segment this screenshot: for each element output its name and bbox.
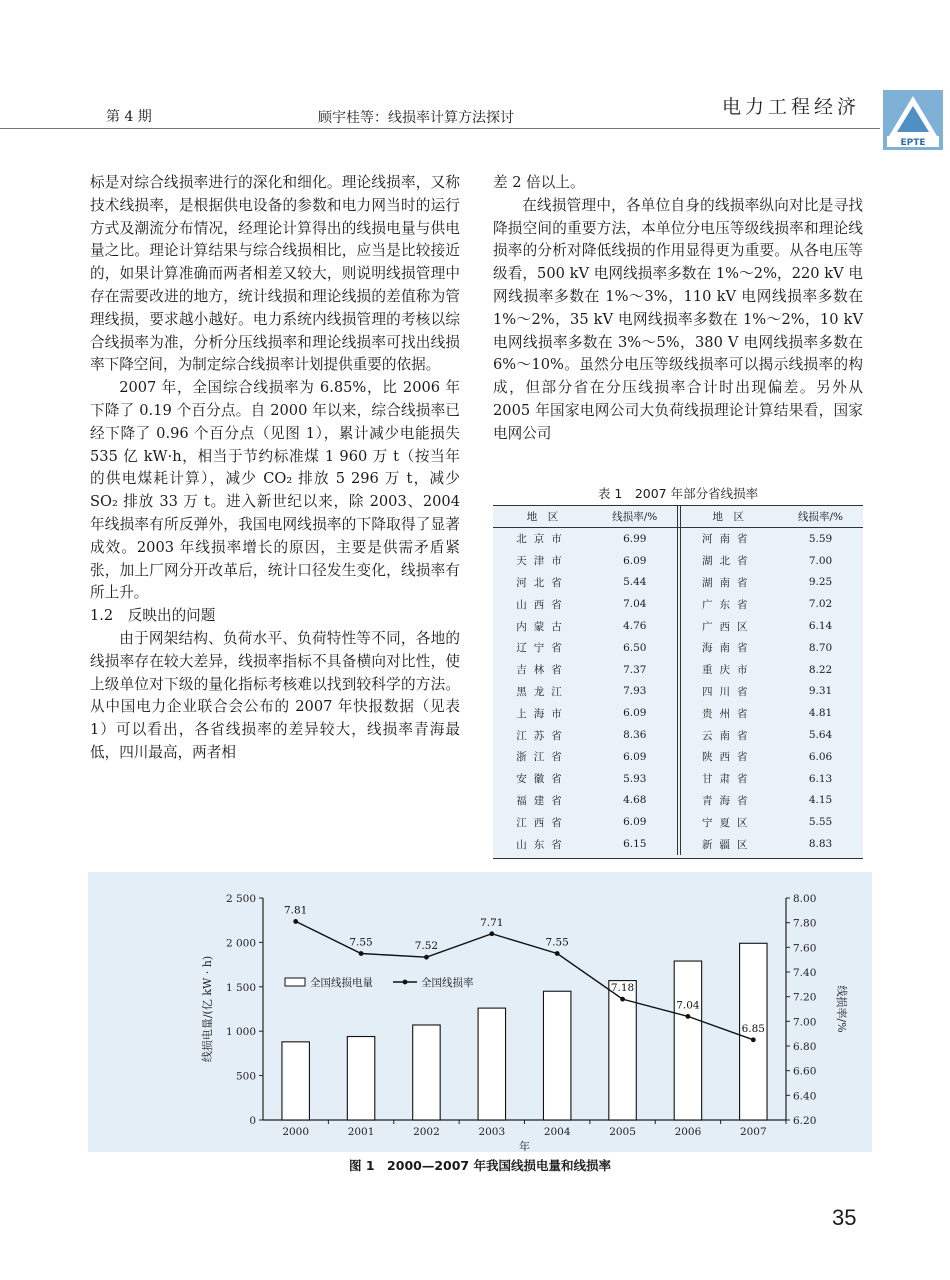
issue-number: 第 4 期: [106, 109, 152, 125]
table-cell-region: 山东省: [516, 838, 569, 851]
table-cell-rate: 6.09: [623, 707, 647, 720]
table-cell-region: 安徽省: [516, 773, 569, 786]
table-cell-rate: 6.06: [808, 750, 833, 763]
y2-tick-label: 7.60: [793, 942, 817, 955]
table-cell-region: 浙江省: [516, 751, 569, 764]
rate-point: [424, 955, 429, 960]
table-cell-rate: 6.99: [623, 532, 647, 545]
y2-tick-label: 6.60: [793, 1065, 817, 1078]
table-caption: 表 1 2007 年部分省线损率: [597, 486, 759, 501]
bar: [282, 1042, 309, 1120]
table-cell-rate: 8.70: [808, 641, 833, 654]
table-cell-rate: 7.02: [808, 598, 833, 611]
table-row: [493, 528, 863, 550]
table-cell-region: 江西省: [516, 816, 569, 829]
table-cell-rate: 4.15: [808, 794, 833, 807]
table-cell-rate: 7.93: [623, 685, 647, 698]
article-running-title: 顾宇桂等：线损率计算方法探讨: [318, 110, 514, 126]
rate-point: [751, 1037, 756, 1042]
y-tick-label: 1 000: [225, 1026, 256, 1039]
table-row: [493, 615, 863, 637]
legend-line-marker: [403, 980, 408, 985]
table-cell-rate: 6.09: [623, 816, 647, 829]
rate-point: [555, 951, 560, 956]
table-row: [493, 593, 863, 615]
left-column: [90, 172, 460, 765]
journal-logo-text: EPTE: [900, 138, 926, 148]
table-cell-region: 贵州省: [678, 702, 778, 724]
rate-point: [293, 919, 298, 924]
table-row: [493, 550, 863, 572]
loss-rate-table: [493, 505, 863, 859]
table-cell-rate: 5.64: [808, 729, 833, 742]
table-cell-region: 甘肃省: [678, 768, 778, 790]
y-tick-label: 2 000: [225, 937, 256, 950]
table-cell-region: 上海市: [516, 707, 569, 720]
rate-data-label: 7.04: [676, 999, 700, 1012]
table-cell-region: 云南省: [678, 724, 778, 746]
rate-data-label: 7.55: [545, 936, 569, 949]
y2-tick-label: 8.00: [793, 893, 817, 905]
bar: [674, 961, 701, 1120]
rate-data-label: 7.81: [283, 904, 308, 917]
table-row: [493, 702, 863, 724]
header-rule: [0, 128, 880, 129]
loss-chart: [88, 872, 872, 1152]
table-row: [493, 790, 863, 812]
rate-point: [686, 1014, 691, 1019]
table-cell-rate: 6.09: [623, 750, 647, 763]
table-row: [493, 811, 863, 833]
x-axis-title: 年: [519, 1140, 530, 1152]
table-cell-rate: 5.44: [623, 576, 647, 589]
y-axis-title: 线损电量/(亿 kW · h): [201, 955, 214, 1063]
table-header-rate: 线损率/%: [778, 506, 863, 528]
table-cell-rate: 7.37: [623, 663, 647, 676]
legend-bar-label: 全国线损电量: [310, 977, 373, 989]
x-tick-label: 2001: [347, 1126, 375, 1138]
y2-tick-label: 7.80: [793, 917, 817, 930]
table-cell-rate: 4.81: [808, 707, 833, 720]
left-paragraph-1: 标是对综合线损率进行的深化和细化。理论线损率，又称技术线损率，是根据供电设备的参数和电力网当时的运行方式及潮流分布情况，经理论计算得出的线损电量与供电量之比。理论计算结果与综合线损相比，应当是比较接近的，如果计算准确而两者相差又较大，则说明线损管理中存在需要改进的地方，统计线损和理论线损的差值称为管理线损，要求越小越好。电力系统内线损管理的考核以综合线损率为准，分析分压线损率和理论线损率可找出线损率下降空间，为制定综合线损率计划提供重要的依据。: [90, 174, 460, 374]
table-header-region: 地 区: [678, 506, 778, 528]
table-cell-rate: 7.04: [623, 598, 647, 611]
rate-data-label: 7.55: [349, 936, 373, 949]
y2-tick-label: 7.20: [793, 991, 817, 1004]
table-header-rate: 线损率/%: [592, 506, 678, 528]
table-cell-rate: 5.93: [623, 772, 647, 785]
table-cell-region: 吉林省: [516, 664, 569, 677]
table-cell-rate: 5.59: [808, 532, 833, 545]
table-cell-rate: 4.68: [623, 794, 647, 807]
y2-tick-label: 6.20: [793, 1115, 817, 1127]
table-cell-region: 河南省: [678, 528, 778, 550]
figure-caption: 图 1 2000—2007 年我国线损电量和线损率: [349, 1158, 611, 1173]
table-cell-rate: 6.15: [623, 838, 647, 851]
table-row: [493, 572, 863, 594]
table-cell-region: 黑龙江: [516, 685, 569, 698]
y-tick-label: 500: [235, 1070, 256, 1083]
left-paragraph-3: 由于网架结构、负荷水平、负荷特性等不同，各地的线损率存在较大差异，线损率指标不具备横向对比性，使上级单位对下级的量化指标考核难以找到较科学的方法。从中国电力企业联合会公布的 2007 年快报数据（见表 1）可以看出，各省线损率的差异较大，线损率青海最低，四川最高，两者相: [90, 629, 460, 761]
table-cell-rate: 8.83: [808, 838, 833, 851]
bar: [543, 991, 570, 1120]
journal-logo: [883, 90, 943, 150]
table-cell-rate: 9.31: [808, 685, 833, 698]
table-cell-region: 江苏省: [516, 729, 569, 742]
x-tick-label: 2004: [543, 1126, 571, 1138]
rate-data-label: 7.52: [414, 940, 439, 953]
table-cell-region: 重庆市: [678, 659, 778, 681]
y2-tick-label: 6.40: [793, 1090, 817, 1103]
table-cell-region: 广西区: [678, 615, 778, 637]
legend-bar-swatch: [285, 978, 305, 986]
table-row: [493, 681, 863, 703]
table-cell-region: 海南省: [678, 637, 778, 659]
x-tick-label: 2006: [674, 1126, 702, 1138]
table-row: [493, 724, 863, 746]
table-cell-region: 广东省: [678, 593, 778, 615]
right-column: [493, 172, 863, 446]
table-cell-rate: 8.36: [623, 729, 647, 742]
rate-point: [620, 997, 625, 1002]
table-cell-region: 湖北省: [678, 550, 778, 572]
right-paragraph-1: 差 2 倍以上。: [493, 174, 585, 191]
x-tick-label: 2000: [282, 1126, 310, 1138]
table-cell-rate: 6.09: [623, 554, 647, 567]
y2-tick-label: 7.40: [793, 967, 817, 979]
y-tick-label: 2 500: [225, 893, 256, 905]
y2-axis-title: 线损率/%: [835, 985, 848, 1033]
figure-chart-area: [88, 872, 872, 1182]
bar: [478, 1008, 505, 1120]
table-cell-region: 陕西省: [678, 746, 778, 768]
y-tick-label: 0: [249, 1115, 256, 1127]
x-tick-label: 2007: [739, 1126, 767, 1138]
table-cell-rate: 9.25: [808, 576, 833, 589]
x-tick-label: 2005: [609, 1126, 636, 1138]
table-cell-region: 山西省: [516, 598, 569, 611]
left-paragraph-2: 2007 年，全国综合线损率为 6.85%，比 2006 年下降了 0.19 个百分点。自 2000 年以来，综合线损率已经下降了 0.96 个百分点（见图 1），累计减少电能损失 535 亿 kW·h，相当于节约标准煤 1 960 万 t（按当年的供电煤耗计算），减少 CO₂ 排放 5 296 万 t，减少 SO₂ 排放 33 万 t。进入新世纪以来，除 2003、2004 年线损率有所反弹外，我国电网线损率的下降取得了显著成效。2003 年线损率增长的原因，主要是供需矛盾紧张，加上厂网分开改革后，统计口径发生变化，线损率有所上升。: [90, 379, 460, 602]
table-cell-region: 辽宁省: [516, 642, 569, 655]
table-cell-rate: 6.13: [808, 772, 833, 785]
rate-data-label: 7.71: [480, 916, 504, 929]
legend-line-label: 全国线损率: [421, 977, 474, 989]
table-cell-region: 福建省: [516, 794, 569, 807]
table-row: [493, 746, 863, 768]
table-cell-region: 河北省: [516, 576, 569, 589]
table-cell-region: 北京市: [516, 533, 569, 546]
table-header-row: [493, 506, 863, 528]
rate-point: [359, 951, 364, 956]
table-cell-rate: 7.00: [808, 554, 833, 567]
page-number: 35: [832, 1205, 857, 1230]
x-tick-label: 2002: [413, 1126, 440, 1138]
table-cell-region: 宁夏区: [678, 811, 778, 833]
y2-tick-label: 7.00: [793, 1016, 817, 1029]
table-cell-rate: 6.14: [808, 620, 833, 633]
table-header-region: 地 区: [493, 506, 592, 528]
table-row: [493, 637, 863, 659]
y-tick-label: 1 500: [225, 981, 256, 994]
journal-name: 电力工程经济: [722, 96, 861, 118]
table-cell-region: 新疆区: [678, 833, 778, 855]
table-row: [493, 659, 863, 681]
bar: [347, 1037, 374, 1120]
table-cell-region: 天津市: [516, 555, 569, 568]
table-cell-region: 四川省: [678, 681, 778, 703]
rate-point: [489, 931, 494, 936]
section-heading: 1.2 反映出的问题: [90, 607, 216, 625]
table-cell-rate: 4.76: [623, 620, 647, 633]
x-tick-label: 2003: [478, 1126, 506, 1138]
table-cell-region: 内蒙古: [516, 620, 569, 633]
rate-data-label: 7.18: [610, 982, 635, 995]
rate-data-label: 6.85: [741, 1022, 766, 1035]
table-row: [493, 833, 863, 855]
table-cell-rate: 8.22: [808, 663, 833, 676]
bar: [413, 1025, 440, 1120]
table-cell-region: 青海省: [678, 790, 778, 812]
table-cell-rate: 5.55: [808, 816, 833, 829]
table-row: [493, 768, 863, 790]
table-cell-region: 湖南省: [678, 572, 778, 594]
y2-tick-label: 6.80: [793, 1041, 817, 1053]
table-cell-rate: 6.50: [623, 641, 647, 654]
right-paragraph-2: 在线损管理中，各单位自身的线损率纵向对比是寻找降损空间的重要方法，本单位分电压等级线损率和理论线损率的分析对降低线损的作用显得更为重要。从各电压等级看，500 kV 电网线损率多数在 1%～2%，220 kV 电网线损率多数在 1%～3%，110 kV 电网线损率多数在 1%～2%，35 kV 电网线损率多数在 1%～2%，10 kV 电网线损率多数在 3%～5%，380 V 电网线损率多数在 6%～10%。虽然分电压等级线损率可以揭示线损率的构成，但部分省在分压线损率合计时出现偏差。另外从 2005 年国家电网公司大负荷线损理论计算结果看，国家电网公司: [493, 196, 863, 442]
